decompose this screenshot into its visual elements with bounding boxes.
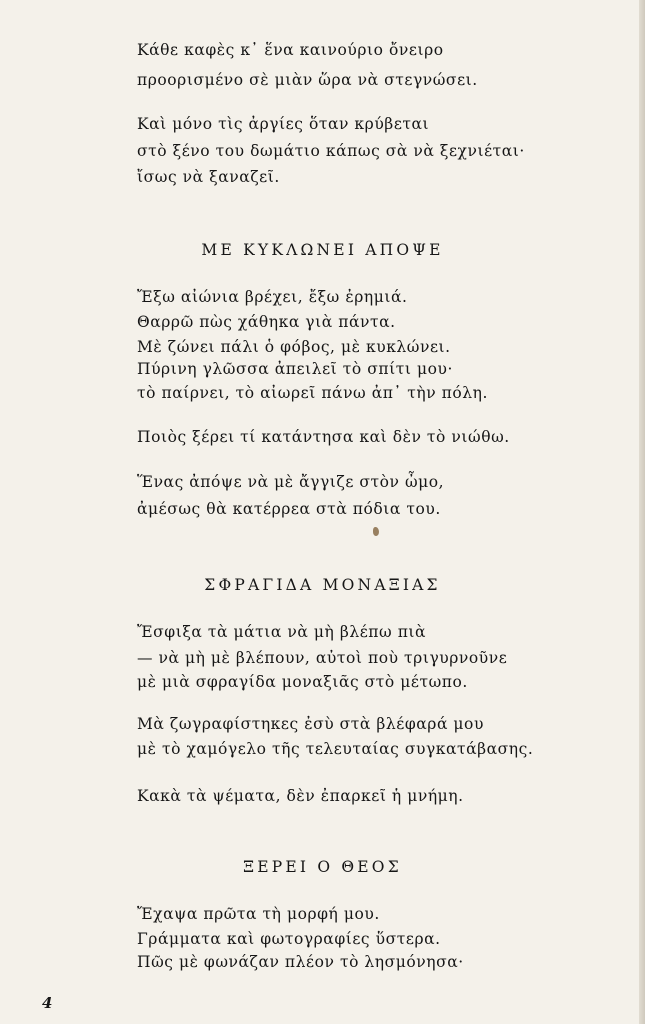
- verse-line: Καὶ μόνο τὶς ἀργίες ὅταν κρύβεται: [137, 115, 430, 133]
- verse-line: Γράμματα καὶ φωτογραφίες ὕστερα.: [137, 930, 441, 948]
- verse-line: ἀμέσως θὰ κατέρρεα στὰ πόδια του.: [137, 500, 441, 518]
- verse-line: Ἕνας ἀπόψε νὰ μὲ ἄγγιζε στὸν ὦμο,: [137, 473, 445, 491]
- verse-line: — νὰ μὴ μὲ βλέπουν, αὐτοὶ ποὺ τριγυρνοῦνε: [137, 649, 508, 667]
- verse-line: Πῶς μὲ φωνάζαν πλέον τὸ λησμόνησα·: [137, 953, 464, 971]
- verse-line: τὸ παίρνει, τὸ αἰωρεῖ πάνω ἀπ᾿ τὴν πόλη.: [137, 384, 488, 402]
- ink-stain: [373, 527, 379, 536]
- page-number: 4: [42, 994, 53, 1012]
- verse-line: Μὲ ζώνει πάλι ὁ φόβος, μὲ κυκλώνει.: [137, 338, 451, 356]
- verse-line: Πύρινη γλῶσσα ἀπειλεῖ τὸ σπίτι μου·: [137, 360, 453, 378]
- verse-line: Ἔσφιξα τὰ μάτια νὰ μὴ βλέπω πιὰ: [137, 623, 427, 641]
- verse-line: Ἔξω αἰώνια βρέχει, ἔξω ἐρημιά.: [137, 288, 408, 306]
- verse-line: Θαρρῶ πὼς χάθηκα γιὰ πάντα.: [137, 313, 396, 331]
- verse-line: στὸ ξένο του δωμάτιο κάπως σὰ νὰ ξεχνιέται·: [137, 142, 525, 160]
- verse-line: ἴσως νὰ ξαναζεῖ.: [137, 168, 280, 186]
- poem-title: ΞΕΡΕΙ Ο ΘΕΟΣ: [243, 858, 402, 876]
- verse-line: μὲ τὸ χαμόγελο τῆς τελευταίας συγκατάβασης.: [137, 740, 534, 758]
- verse-line: μὲ μιὰ σφραγίδα μοναξιᾶς στὸ μέτωπο.: [137, 673, 468, 691]
- verse-line: προορισμένο σὲ μιὰν ὥρα νὰ στεγνώσει.: [137, 71, 478, 89]
- poem-title: ΜΕ ΚΥΚΛΩΝΕΙ ΑΠΟΨΕ: [201, 241, 444, 259]
- verse-line: Μὰ ζωγραφίστηκες ἐσὺ στὰ βλέφαρά μου: [137, 715, 484, 733]
- verse-line: Ποιὸς ξέρει τί κατάντησα καὶ δὲν τὸ νιώθω.: [137, 428, 510, 446]
- verse-line: Κάθε καφὲς κ᾿ ἕνα καινούριο ὄνειρο: [137, 41, 444, 59]
- poem-title: ΣΦΡΑΓΙΔΑ ΜΟΝΑΞΙΑΣ: [204, 576, 441, 594]
- page-edge: [639, 0, 645, 1024]
- verse-line: Ἔχαψα πρῶτα τὴ μορφή μου.: [137, 905, 380, 923]
- verse-line: Κακὰ τὰ ψέματα, δὲν ἐπαρκεῖ ἡ μνήμη.: [137, 787, 464, 805]
